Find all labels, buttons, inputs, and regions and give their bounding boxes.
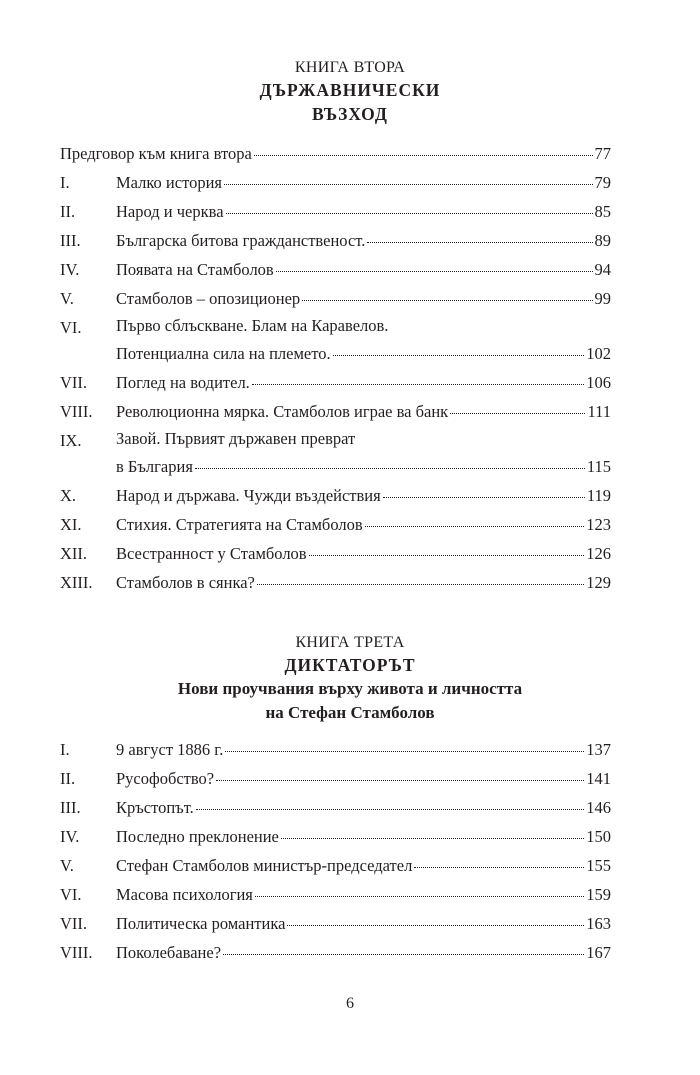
chapter-number: III. xyxy=(60,798,81,817)
page-ref: 159 xyxy=(586,885,611,904)
chapter-number: II. xyxy=(60,769,76,788)
dot-leader xyxy=(367,241,592,243)
chapter-number: IV. xyxy=(60,260,80,279)
page-ref: 94 xyxy=(594,260,611,279)
book-two-title-line-2: ВЪЗХОД xyxy=(312,104,388,124)
page-ref: 115 xyxy=(586,457,611,476)
page-ref: 119 xyxy=(586,486,611,505)
page-ref: 111 xyxy=(587,402,611,421)
page-ref: 79 xyxy=(594,173,611,192)
page-ref: 137 xyxy=(586,740,611,759)
chapter-number: XII. xyxy=(60,544,88,563)
chapter-title: Поглед на водител. xyxy=(116,373,250,392)
book-two-contents xyxy=(60,139,611,597)
chapter-title: Стамболов – опозиционер xyxy=(116,289,301,308)
page-ref: 123 xyxy=(586,515,611,534)
dot-leader xyxy=(302,299,592,301)
page-ref: 150 xyxy=(586,827,611,846)
toc-entry xyxy=(60,168,611,197)
dot-leader xyxy=(257,583,584,585)
chapter-number: VIII. xyxy=(60,943,93,962)
dot-leader xyxy=(216,779,584,781)
chapter-number: VI. xyxy=(60,318,82,337)
chapter-title: Предговор към книга втора xyxy=(60,144,252,163)
chapter-title: в България xyxy=(116,457,193,476)
chapter-number: VIII. xyxy=(60,402,93,421)
chapter-number: VI. xyxy=(60,885,82,904)
page-ref: 77 xyxy=(594,144,611,163)
chapter-number: VII. xyxy=(60,914,88,933)
dot-leader xyxy=(414,866,584,868)
book-three-subtitle-line-2: на Стефан Стамболов xyxy=(265,703,435,722)
page-ref: 89 xyxy=(594,231,611,250)
page-ref: 102 xyxy=(586,344,611,363)
toc-entry xyxy=(60,880,611,909)
page-ref: 155 xyxy=(586,856,611,875)
toc-entry xyxy=(60,793,611,822)
dot-leader xyxy=(254,154,593,156)
chapter-title: Кръстопът. xyxy=(116,798,194,817)
toc-entry xyxy=(60,909,611,938)
chapter-title: Българска битова гражданственост. xyxy=(116,231,366,250)
chapter-title: Стефан Стамболов министър-председател xyxy=(116,856,413,875)
dot-leader xyxy=(255,895,584,897)
page-ref: 126 xyxy=(586,544,611,563)
chapter-number: IX. xyxy=(60,431,82,450)
page-ref: 99 xyxy=(594,289,611,308)
page-ref: 167 xyxy=(586,943,611,962)
dot-leader xyxy=(281,837,584,839)
toc-entry xyxy=(60,397,611,426)
book-three-contents xyxy=(60,735,611,967)
page-ref: 106 xyxy=(586,373,611,392)
toc-entry xyxy=(60,938,611,967)
chapter-title: Стамболов в сянка? xyxy=(116,573,255,592)
chapter-title: Потенциална сила на племето. xyxy=(116,344,331,363)
dot-leader xyxy=(287,924,584,926)
dot-leader xyxy=(223,953,584,955)
toc-entry xyxy=(60,255,611,284)
chapter-number: II. xyxy=(60,202,76,221)
toc-entry xyxy=(60,851,611,880)
chapter-title: Стихия. Стратегията на Стамболов xyxy=(116,515,363,534)
chapter-number: VII. xyxy=(60,373,88,392)
dot-leader xyxy=(224,183,593,185)
toc-entry xyxy=(60,822,611,851)
dot-leader xyxy=(365,525,585,527)
dot-leader xyxy=(225,750,584,752)
toc-entry xyxy=(60,284,611,313)
chapter-title: Последно преклонение xyxy=(116,827,279,846)
dot-leader xyxy=(196,808,584,810)
toc-entry xyxy=(60,481,611,510)
dot-leader xyxy=(450,412,585,414)
dot-leader xyxy=(195,467,585,469)
dot-leader xyxy=(309,554,585,556)
chapter-title: Появата на Стамболов xyxy=(116,260,274,279)
book-three-subtitle-line-1: Нови проучвания върху живота и личността xyxy=(177,679,523,698)
chapter-title: Всестранност у Стамболов xyxy=(116,544,307,563)
page-ref: 163 xyxy=(586,914,611,933)
chapter-number: III. xyxy=(60,231,81,250)
toc-entry xyxy=(60,313,611,368)
chapter-number: X. xyxy=(60,486,77,505)
book-two-label: КНИГА ВТОРА xyxy=(294,59,406,76)
chapter-number: XI. xyxy=(60,515,82,534)
chapter-number: V. xyxy=(60,289,74,308)
book-three-label: КНИГА ТРЕТА xyxy=(295,634,405,651)
chapter-title: Политическа романтика xyxy=(116,914,286,933)
dot-leader xyxy=(383,496,585,498)
chapter-title: Малко история xyxy=(116,173,222,192)
chapter-title: Народ и държава. Чужди въздействия xyxy=(116,486,381,505)
book-two-header xyxy=(0,58,700,126)
page-ref: 146 xyxy=(586,798,611,817)
toc-entry xyxy=(60,539,611,568)
toc-entry xyxy=(60,568,611,597)
book-three-title: ДИКТАТОРЪТ xyxy=(284,655,416,675)
book-three-header xyxy=(0,633,700,725)
page-ref: 129 xyxy=(586,573,611,592)
toc-entry xyxy=(60,226,611,255)
toc-entry xyxy=(60,764,611,793)
chapter-number: IV. xyxy=(60,827,80,846)
chapter-title: Революционна мярка. Стамболов играе ва банк xyxy=(116,402,449,421)
chapter-title: Масова психология xyxy=(116,885,253,904)
chapter-title: 9 август 1886 г. xyxy=(116,740,224,759)
toc-entry xyxy=(60,197,611,226)
toc-entry xyxy=(60,735,611,764)
chapter-title: Народ и черква xyxy=(116,202,224,221)
chapter-number: XIII. xyxy=(60,573,93,592)
toc-entry xyxy=(60,368,611,397)
page-number: 6 xyxy=(346,995,354,1012)
chapter-title: Русофобство? xyxy=(116,769,215,788)
dot-leader xyxy=(252,383,584,385)
toc-entry xyxy=(60,510,611,539)
toc-entry xyxy=(60,426,611,481)
chapter-number: I. xyxy=(60,740,70,759)
chapter-number: I. xyxy=(60,173,70,192)
dot-leader xyxy=(333,354,585,356)
chapter-title: Завой. Първият държавен преврат xyxy=(116,429,356,448)
dot-leader xyxy=(276,270,593,272)
page-ref: 141 xyxy=(586,769,611,788)
chapter-title: Поколебаване? xyxy=(116,943,222,962)
book-two-title-line-1: ДЪРЖАВНИЧЕСКИ xyxy=(259,80,441,100)
page-ref: 85 xyxy=(594,202,611,221)
dot-leader xyxy=(226,212,593,214)
chapter-title: Първо сблъскване. Блам на Каравелов. xyxy=(116,316,389,335)
chapter-number: V. xyxy=(60,856,74,875)
toc-entry xyxy=(60,139,611,168)
